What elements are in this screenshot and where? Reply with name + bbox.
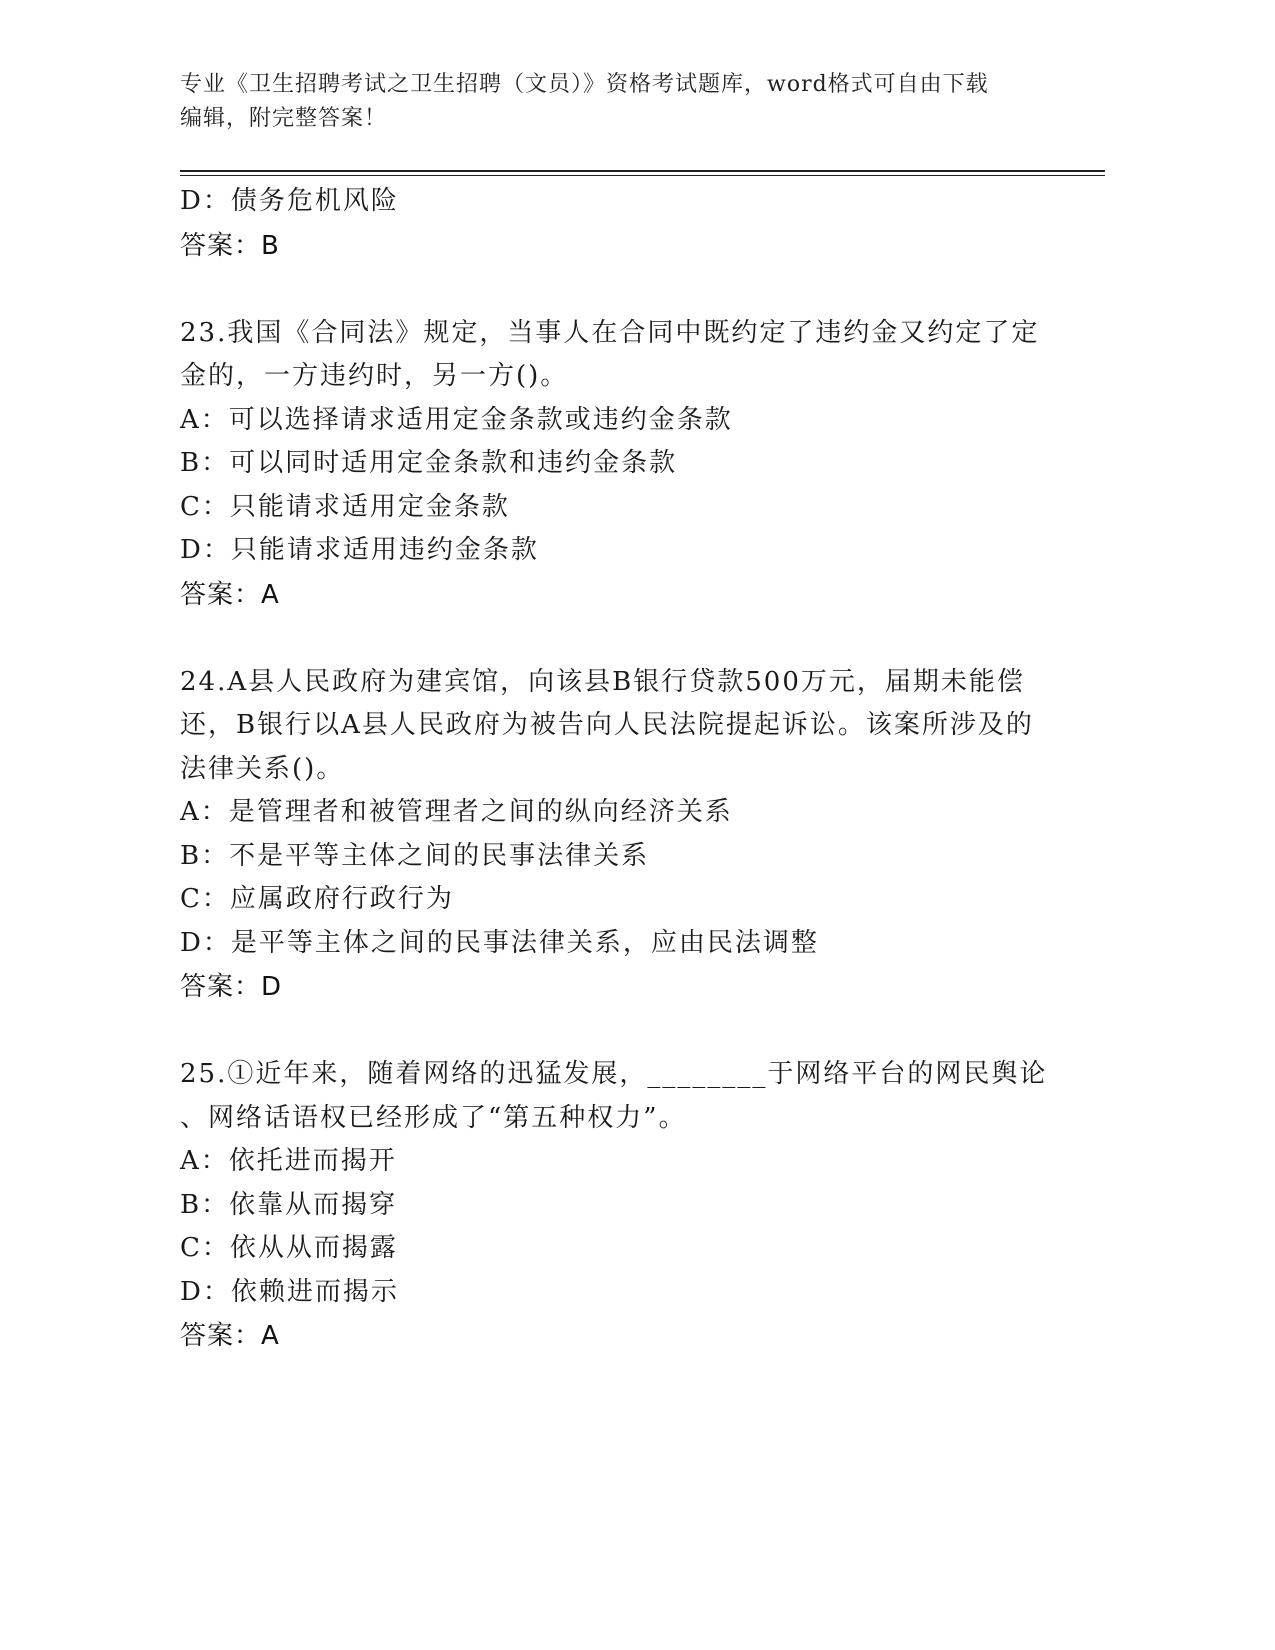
- answer-line: 答案：D: [180, 972, 283, 1002]
- question-stem-line: 24.A县人民政府为建宾馆，向该县B银行贷款500万元，届期未能偿: [180, 666, 1025, 697]
- option-b: B：依靠从而揭穿: [180, 1189, 398, 1220]
- option-d: D：是平等主体之间的民事法律关系，应由民法调整: [180, 927, 819, 958]
- option-d: D：依赖进而揭示: [180, 1276, 399, 1307]
- option-a: A：可以选择请求适用定金条款或违约金条款: [180, 404, 733, 435]
- question-25: [180, 1053, 1060, 1358]
- option-b: B：不是平等主体之间的民事法律关系: [180, 840, 650, 871]
- answer-line: 答案：A: [180, 1321, 280, 1351]
- option-d: D：只能请求适用违约金条款: [180, 535, 539, 565]
- header-line-1: 专业《卫生招聘考试之卫生招聘（文员）》资格考试题库，word格式可自由下载: [180, 72, 989, 97]
- question-stem-line: 法律关系()。: [180, 753, 345, 784]
- option-c: C：只能请求适用定金条款: [180, 491, 510, 522]
- question-stem-line: 23.我国《合同法》规定，当事人在合同中既约定了违约金又约定了定: [180, 317, 1040, 348]
- question-23: [180, 312, 1060, 617]
- question-stem-line: 25.①近年来，随着网络的迅猛发展，________于网络平台的网民舆论: [180, 1059, 1048, 1089]
- header-rule-thick: [180, 170, 1105, 172]
- option-d: D：债务危机风险: [180, 186, 399, 216]
- document-header: [180, 68, 1080, 136]
- option-c: C：依从从而揭露: [180, 1233, 398, 1263]
- question-24: [180, 661, 1060, 1010]
- option-a: A：是管理者和被管理者之间的纵向经济关系: [180, 797, 733, 827]
- header-line-2: 编辑，附完整答案！: [180, 106, 388, 131]
- option-a: A：依托进而揭开: [180, 1146, 397, 1176]
- question-stem-line: 、网络话语权已经形成了“第五种权力”。: [180, 1102, 687, 1133]
- option-b: B：可以同时适用定金条款和违约金条款: [180, 448, 678, 478]
- document-body: [180, 180, 1060, 1358]
- question-stem-line: 还，B银行以A县人民政府为被告向人民法院提起诉讼。该案所涉及的: [180, 710, 1034, 740]
- answer-line: 答案：A: [180, 579, 280, 610]
- header-rule-thin: [180, 175, 1105, 176]
- question-stem-line: 金的，一方违约时，另一方()。: [180, 361, 569, 391]
- previous-question-tail: [180, 180, 1060, 268]
- answer-line: 答案：B: [180, 230, 280, 261]
- option-c: C：应属政府行政行为: [180, 884, 454, 914]
